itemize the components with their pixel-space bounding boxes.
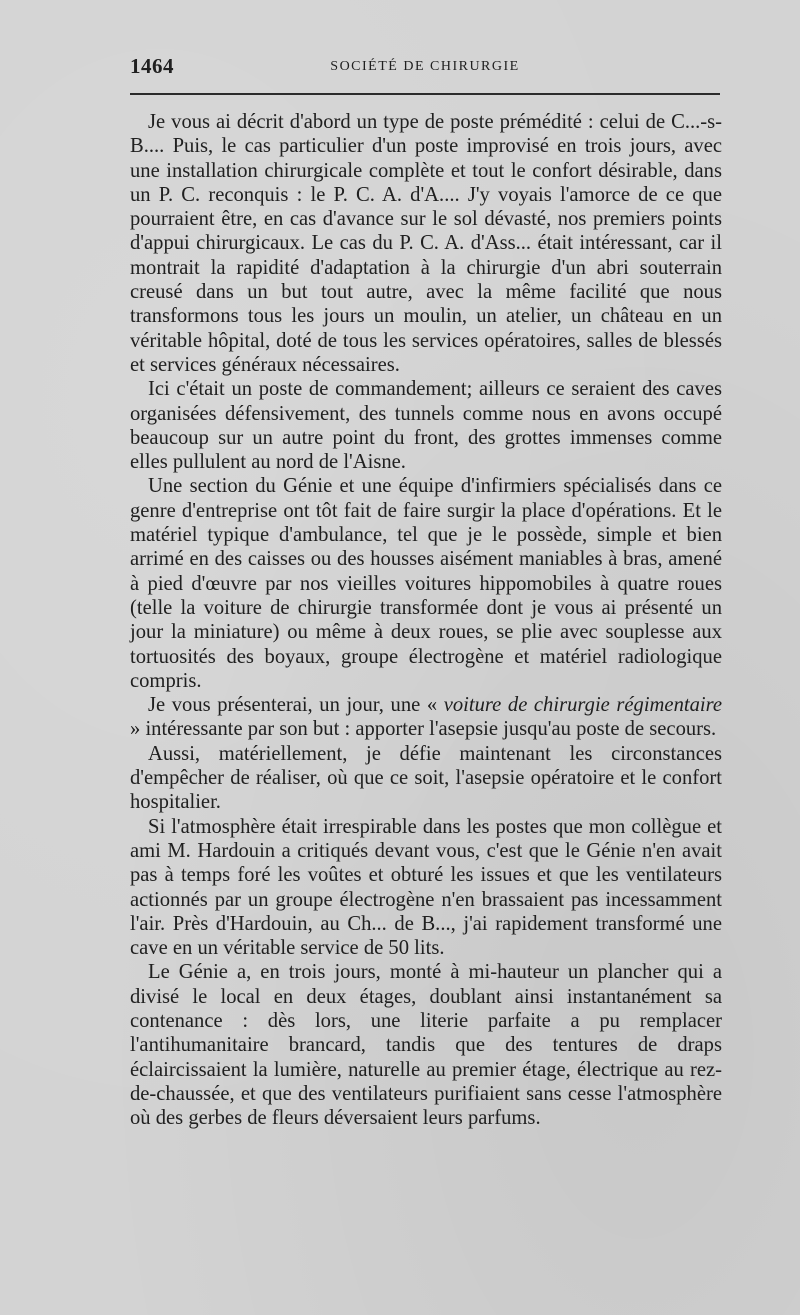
paragraph: Je vous ai décrit d'abord un type de poste prémédité : celui de C...-s-B.... Puis, le cas particulier d'un poste improvisé en trois jours, avec une installation chirurgicale complète et tout le confort désirable, dans un P. C. reconquis : le P. C. A. d'A.... J'y voyais l'amorce de ce que pourraient être, en cas d'avance sur le sol dévasté, nos premiers points d'appui chirurgicaux. Le cas du P. C. A. d'Ass... était intéressant, car il montrait la rapidité d'adaptation à la chirurgie d'un abri souterrain creusé dans un but tout autre, avec la même facilité que nous transformons tous les jours un moulin, un atelier, un château en un véritable hôpital, doté de tous les services opératoires, salles de blessés et services généraux nécessaires. bbox=[130, 111, 722, 376]
running-title: SOCIÉTÉ DE CHIRURGIE bbox=[330, 59, 520, 74]
paragraph bbox=[130, 693, 722, 742]
paragraph: Si l'atmosphère était irrespirable dans les postes que mon collègue et ami M. Hardouin a critiqués devant vous, c'est que le Génie n'en avait pas à temps foré les voûtes et obturé les issues et que les ventilateurs actionnés par un groupe électrogène n'en brassaient pas incessamment l'air. Près d'Hardouin, au Ch... de B..., j'ai rapidement transformé une cave en un véritable service de 50 lits. bbox=[130, 815, 722, 960]
paragraph-text: » intéressante par son but : apporter l'asepsie jusqu'au poste de secours. bbox=[130, 718, 717, 741]
paragraph-text: Je vous présenterai, un jour, une « bbox=[148, 694, 444, 717]
body-text bbox=[130, 110, 722, 1130]
page-header bbox=[130, 54, 720, 84]
paragraph: Ici c'était un poste de commandement; ailleurs ce seraient des caves organisées défensivement, des tunnels comme nous en avons occupé beaucoup sur un autre point du front, des grottes immenses comme elles pullulent au nord de l'Aisne. bbox=[130, 378, 722, 474]
paragraph: Une section du Génie et une équipe d'infirmiers spécialisés dans ce genre d'entreprise ont tôt fait de faire surgir la place d'opérations. Et le matériel typique d'ambulance, tel que je le possède, simple et bien arrimé en des caisses ou des housses aisément maniables à bras, amené à pied d'œuvre par nos vieilles voitures hippomobiles à quatre roues (telle la voiture de chirurgie transformée dont je vous ai présenté un jour la miniature) ou même à deux roues, se plie avec souplesse aux tortuosités des boyaux, groupe électrogène et matériel radiologique compris. bbox=[130, 475, 722, 692]
italic-title: voiture de chirurgie régimentaire bbox=[443, 694, 722, 717]
paragraph: Le Génie a, en trois jours, monté à mi-hauteur un plancher qui a divisé le local en deux étages, doublant ainsi instantanément sa contenance : dès lors, une literie parfaite a pu remplacer l'antihumanitaire brancard, tandis que des tentures de draps éclaircissaient la lumière, naturelle au premier étage, électrique au rez-de-chaussée, et que des ventilateurs purifiaient sans cesse l'atmosphère où des gerbes de fleurs déversaient leurs parfums. bbox=[130, 961, 722, 1130]
page-number: 1464 bbox=[130, 54, 174, 78]
header-rule bbox=[130, 93, 720, 95]
paragraph: Aussi, matériellement, je défie maintenant les circonstances d'empêcher de réaliser, où que ce soit, l'asepsie opératoire et le confort hospitalier. bbox=[130, 742, 722, 814]
